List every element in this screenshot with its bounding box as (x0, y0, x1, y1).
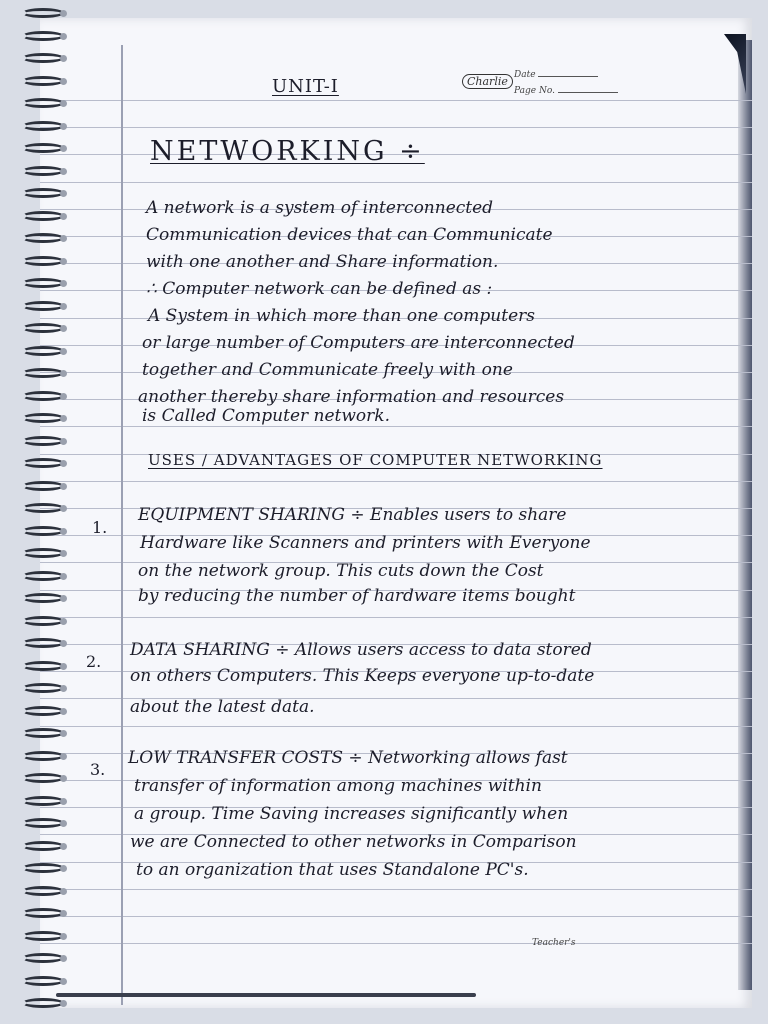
binding-hole (60, 438, 67, 445)
item-number: 1. (92, 518, 108, 537)
spiral-ring (22, 233, 64, 243)
spiral-binding (0, 0, 70, 1024)
item-number: 2. (86, 652, 102, 671)
date-field (514, 70, 598, 80)
definition-line: together and Communicate freely with one (142, 360, 513, 380)
spiral-ring (22, 818, 64, 828)
binding-hole (60, 168, 67, 175)
binding-hole (60, 685, 67, 692)
spiral-ring (22, 413, 64, 423)
page-no-field (514, 86, 618, 96)
date-line (538, 76, 598, 77)
spiral-ring (22, 436, 64, 446)
spiral-ring (22, 773, 64, 783)
spiral-ring (22, 53, 64, 63)
definition-line: another thereby share information and resources (138, 387, 565, 407)
binding-hole (60, 550, 67, 557)
spiral-ring (22, 458, 64, 468)
spiral-ring (22, 481, 64, 491)
item-line: by reducing the number of hardware items bought (138, 586, 576, 606)
binding-hole (60, 190, 67, 197)
binding-hole (60, 708, 67, 715)
spiral-ring (22, 211, 64, 221)
spiral-ring (22, 908, 64, 918)
spiral-ring (22, 661, 64, 671)
binding-hole (60, 888, 67, 895)
spiral-ring (22, 301, 64, 311)
spiral-ring (22, 548, 64, 558)
spiral-ring (22, 346, 64, 356)
binding-hole (60, 663, 67, 670)
spiral-ring (22, 998, 64, 1008)
binding-hole (60, 618, 67, 625)
spiral-ring (22, 256, 64, 266)
spiral-ring (22, 526, 64, 536)
spiral-ring (22, 953, 64, 963)
binding-hole (60, 393, 67, 400)
ruled-line (40, 889, 752, 890)
spiral-ring (22, 31, 64, 41)
binding-hole (60, 55, 67, 62)
binding-hole (60, 100, 67, 107)
definition-line: or large number of Computers are interconnected (142, 333, 575, 353)
ruled-line (40, 943, 752, 944)
binding-hole (60, 483, 67, 490)
binding-hole (60, 280, 67, 287)
spiral-ring (22, 188, 64, 198)
binding-hole (60, 820, 67, 827)
unit-heading: UNIT-I (272, 76, 339, 97)
ruled-line (40, 726, 752, 727)
binding-hole (60, 640, 67, 647)
ruled-line (40, 182, 752, 183)
binding-hole (60, 258, 67, 265)
binding-hole (60, 595, 67, 602)
spiral-ring (22, 841, 64, 851)
binding-hole (60, 978, 67, 985)
spiral-ring (22, 278, 64, 288)
binding-hole (60, 843, 67, 850)
spiral-ring (22, 863, 64, 873)
item-line: on others Computers. This Keeps everyone up-to-date (130, 666, 595, 686)
ruled-line (40, 916, 752, 917)
definition-line: A System in which more than one computers (148, 306, 535, 326)
spiral-ring (22, 616, 64, 626)
item-number: 3. (90, 760, 106, 779)
binding-hole (60, 213, 67, 220)
binding-hole (60, 730, 67, 737)
ruled-line (40, 127, 752, 128)
binding-hole (60, 753, 67, 760)
spiral-ring (22, 323, 64, 333)
binding-hole (60, 348, 67, 355)
spiral-ring (22, 571, 64, 581)
margin-line (121, 45, 123, 1005)
spiral-ring (22, 166, 64, 176)
section-heading: USES / ADVANTAGES OF COMPUTER NETWORKING (148, 451, 603, 469)
binding-hole (60, 235, 67, 242)
spiral-ring (22, 593, 64, 603)
spiral-ring (22, 683, 64, 693)
spiral-ring (22, 796, 64, 806)
page-no-line (558, 92, 618, 93)
binding-hole (60, 460, 67, 467)
item-line: DATA SHARING ÷ Allows users access to data stored (130, 640, 592, 660)
ruled-line (40, 100, 752, 101)
definition-line: with one another and Share information. (146, 252, 499, 272)
spiral-ring (22, 391, 64, 401)
ruled-line (40, 481, 752, 482)
binding-hole (60, 865, 67, 872)
item-line: to an organization that uses Standalone PC's. (136, 860, 529, 880)
spiral-ring (22, 121, 64, 131)
binding-hole (60, 145, 67, 152)
item-line: about the latest data. (130, 697, 315, 717)
binding-hole (60, 33, 67, 40)
definition-line: A network is a system of interconnected (146, 198, 494, 218)
item-line: a group. Time Saving increases significantly when (134, 804, 569, 824)
footer-label: Teacher's (532, 938, 576, 948)
binding-hole (60, 78, 67, 85)
spiral-ring (22, 8, 64, 18)
item-line: LOW TRANSFER COSTS ÷ Networking allows fast (128, 748, 568, 768)
binding-hole (60, 573, 67, 580)
item-line: on the network group. This cuts down the Cost (138, 561, 544, 581)
brand-logo: Charlie (462, 74, 513, 89)
spiral-ring (22, 751, 64, 761)
spiral-ring (22, 143, 64, 153)
binding-hole (60, 325, 67, 332)
item-line: we are Connected to other networks in Comparison (130, 832, 577, 852)
ruled-line (40, 617, 752, 618)
spiral-ring (22, 976, 64, 986)
binding-hole (60, 10, 67, 17)
spiral-ring (22, 503, 64, 513)
binding-hole (60, 1000, 67, 1007)
ruled-line (40, 426, 752, 427)
binding-hole (60, 910, 67, 917)
binding-hole (60, 505, 67, 512)
binding-hole (60, 933, 67, 940)
binding-hole (60, 775, 67, 782)
definition-line: ∴ Computer network can be defined as : (146, 279, 493, 299)
spiral-ring (22, 728, 64, 738)
binding-hole (60, 798, 67, 805)
binding-hole (60, 955, 67, 962)
binding-hole (60, 415, 67, 422)
date-label: Date (514, 70, 536, 80)
spiral-ring (22, 98, 64, 108)
spiral-ring (22, 886, 64, 896)
spiral-ring (22, 368, 64, 378)
binding-hole (60, 370, 67, 377)
binding-hole (60, 528, 67, 535)
definition-line: is Called Computer network. (142, 406, 391, 426)
binding-hole (60, 303, 67, 310)
spiral-ring (22, 76, 64, 86)
item-line: transfer of information among machines within (134, 776, 542, 796)
spiral-ring (22, 706, 64, 716)
definition-line: Communication devices that can Communicate (146, 225, 553, 245)
item-line: Hardware like Scanners and printers with Everyone (140, 533, 591, 553)
page-bottom-edge (56, 993, 476, 997)
spiral-ring (22, 638, 64, 648)
binding-hole (60, 123, 67, 130)
spiral-ring (22, 931, 64, 941)
item-line: EQUIPMENT SHARING ÷ Enables users to share (138, 505, 567, 525)
page-no-label: Page No. (514, 86, 555, 96)
page-title: NETWORKING ÷ (150, 136, 425, 167)
